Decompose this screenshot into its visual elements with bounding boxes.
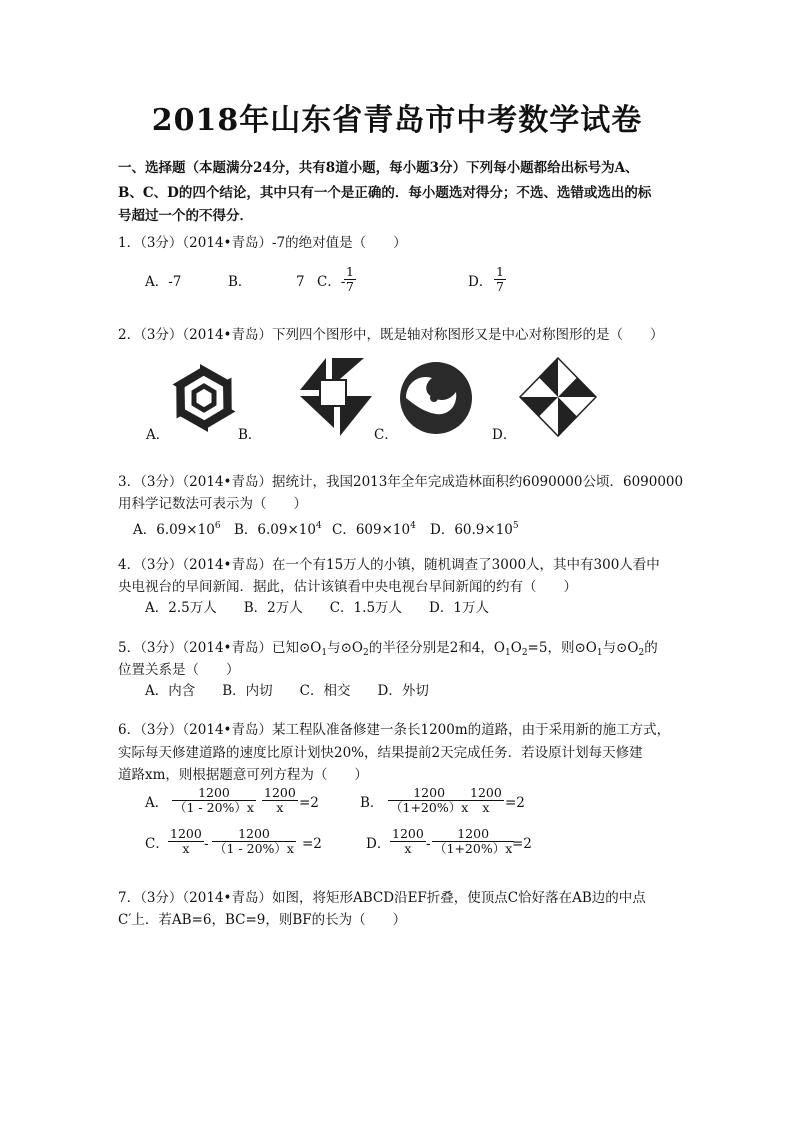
q3-a-base: A．6.09×10: [133, 522, 215, 538]
q6-option-c: C．: [145, 836, 169, 852]
section-header-line-1: 一、选择题（本题满分24分，共有8道小题，每小题3分）下列每小题都给出标号为A、: [118, 160, 639, 176]
q4-options: A．2.5万人 B．2万人 C．1.5万人 D．1万人: [145, 600, 489, 616]
q6-d-den-2: （1+20%）x: [434, 841, 513, 856]
q6-d-fraction-1: [390, 827, 426, 856]
q3-b-base: B．6.09×10: [234, 522, 316, 538]
q3-stem-line-1: 3．（3分）（2014•青岛）据统计，我国2013年全年完成造林面积约6090000公顷．6090000: [118, 474, 684, 490]
q6-b-den-2: x: [468, 800, 504, 815]
q3-d-exponent: 5: [512, 521, 519, 531]
q1-d-numerator: 1: [496, 264, 504, 279]
q1-c-numerator: 1: [346, 264, 354, 279]
q5-text-g: 的: [644, 640, 658, 656]
q6-d-equals: =2: [512, 836, 532, 852]
q6-a-equals: =2: [299, 795, 319, 811]
q6-b-num-2: 1200: [470, 785, 502, 800]
q3-option-a: [133, 516, 221, 540]
q6-a-fraction-2: [262, 786, 298, 815]
q6-c-num-2: 1200: [238, 826, 270, 841]
page-title: 2018年山东省青岛市中考数学试卷: [151, 103, 643, 138]
q1-c-denominator: 7: [346, 279, 354, 294]
q2-option-d: D．: [492, 427, 517, 443]
q7-stem-line-2: C′上．若AB=6，BC=9，则BF的长为（ ）: [118, 912, 407, 928]
q3-d-base: D．60.9×10: [430, 522, 513, 538]
q5-sub: 1: [505, 648, 511, 658]
q6-option-b: B．: [360, 795, 384, 811]
q5-text-f: 与⊙O: [602, 640, 639, 656]
q2-figure-b-pinwheel: [296, 356, 374, 438]
q5-text-a: 5．（3分）（2014•青岛）已知⊙O: [118, 640, 322, 656]
q6-option-a: A．: [145, 795, 169, 811]
q5-sub: 2: [521, 648, 528, 658]
q3-option-d: [430, 516, 519, 540]
q1-d-denominator: 7: [496, 279, 504, 294]
q6-c-fraction-1: [168, 827, 204, 856]
q6-b-den-1: （1+20%）x: [390, 800, 469, 815]
q6-a-den-1: （1 - 20%）x: [174, 800, 254, 815]
q2-option-b: B．: [238, 427, 262, 443]
q6-stem-line-2: 实际每天修建道路的速度比原计划快20%，结果提前2天完成任务．若设原计划每天修建: [118, 745, 643, 761]
q6-a-num-2: 1200: [264, 785, 296, 800]
q2-figure-c-circle-swirl: [398, 360, 474, 436]
q3-a-exponent: 6: [214, 521, 221, 531]
q6-stem-line-3: 道路xm，则根据题意可列方程为（ ）: [118, 767, 368, 783]
q5-sub: 1: [321, 648, 328, 658]
q6-c-minus: -: [204, 836, 209, 852]
q3-c-exponent: 4: [410, 521, 416, 531]
q5-text-c: 的半径分别是2和4，O: [368, 640, 505, 656]
q2-option-a: A．: [146, 427, 170, 443]
q4-stem-line-2: 央电视台的早间新闻．据此，估计该镇看中央电视台早间新闻的约有（ ）: [118, 579, 577, 595]
q3-stem-line-2: 用科学记数法可表示为（ ）: [118, 496, 307, 512]
q5-sub: 1: [596, 648, 603, 658]
q6-d-den-1: x: [390, 841, 426, 856]
q5-options: A．内含 B．内切 C．相交 D．外切: [145, 683, 429, 699]
q1-option-b-value: 7: [296, 274, 305, 290]
section-header-line-2: B、C、D的四个结论，其中只有一个是正确的．每小题选对得分；不选、选错或选出的标: [118, 185, 652, 201]
q5-text-e: =5，则⊙O: [527, 640, 597, 656]
section-header-line-3: 号超过一个的不得分．: [118, 208, 253, 224]
q2-figure-d-diamond: [518, 356, 598, 438]
q6-b-num-1: 1200: [413, 785, 446, 800]
q6-d-fraction-2: [432, 827, 514, 856]
q6-d-minus: -: [426, 836, 431, 852]
q5-text-d: O: [510, 640, 522, 656]
q6-c-den-1: x: [168, 841, 204, 856]
q5-stem-line-2: 位置关系是（ ）: [118, 662, 240, 678]
q1-option-b: B．: [228, 274, 252, 290]
q6-c-num-1: 1200: [170, 826, 202, 841]
q5-sub: 2: [363, 648, 369, 658]
q1-option-d-fraction: [494, 265, 506, 294]
q6-a-num-1: 1200: [198, 785, 230, 800]
q6-c-den-2: （1 - 20%）x: [214, 841, 294, 856]
q1-option-c-fraction: [344, 265, 356, 294]
q7-stem-line-1: 7．（3分）（2014•青岛）如图，将矩形ABCD沿EF折叠，使顶点C恰好落在AB边的中点: [118, 890, 646, 906]
q6-b-fraction-1: [388, 786, 470, 815]
q2-figure-a-hexagon-swirl: [168, 358, 240, 438]
q6-b-fraction-2: [468, 786, 504, 815]
q3-option-c: [332, 516, 416, 540]
q6-c-equals: =2: [302, 836, 322, 852]
q6-a-fraction-1: [172, 786, 256, 815]
q2-option-c: C．: [374, 427, 398, 443]
q6-d-num-2: 1200: [457, 826, 490, 841]
q5-text-b: 与⊙O: [327, 640, 364, 656]
q3-option-b: [234, 516, 322, 540]
q6-c-fraction-2: [212, 827, 296, 856]
q6-option-d: D．: [366, 836, 391, 852]
q4-stem-line-1: 4．（3分）（2014•青岛）在一个有15万人的小镇，随机调查了3000人，其中有300人看中: [118, 557, 660, 573]
q1-option-d: D．: [468, 274, 493, 290]
q3-b-exponent: 4: [315, 521, 322, 531]
q6-a-den-2: x: [262, 800, 298, 815]
q6-b-equals: =2: [505, 795, 525, 811]
q3-c-base: C．609×10: [332, 522, 411, 538]
q6-d-num-1: 1200: [392, 826, 424, 841]
q2-stem: 2．（3分）（2014•青岛）下列四个图形中，既是轴对称图形又是中心对称图形的是（ ）: [118, 327, 664, 343]
q1-stem: 1．（3分）（2014•青岛）-7的绝对值是（ ）: [118, 235, 407, 251]
q6-stem-line-1: 6．（3分）（2014•青岛）某工程队准备修建一条长1200m的道路，由于采用新的施工方式，: [118, 722, 671, 738]
q1-option-c: C．-: [317, 274, 346, 290]
q5-sub: 2: [638, 648, 645, 658]
q1-option-a: A．-7: [145, 274, 182, 290]
